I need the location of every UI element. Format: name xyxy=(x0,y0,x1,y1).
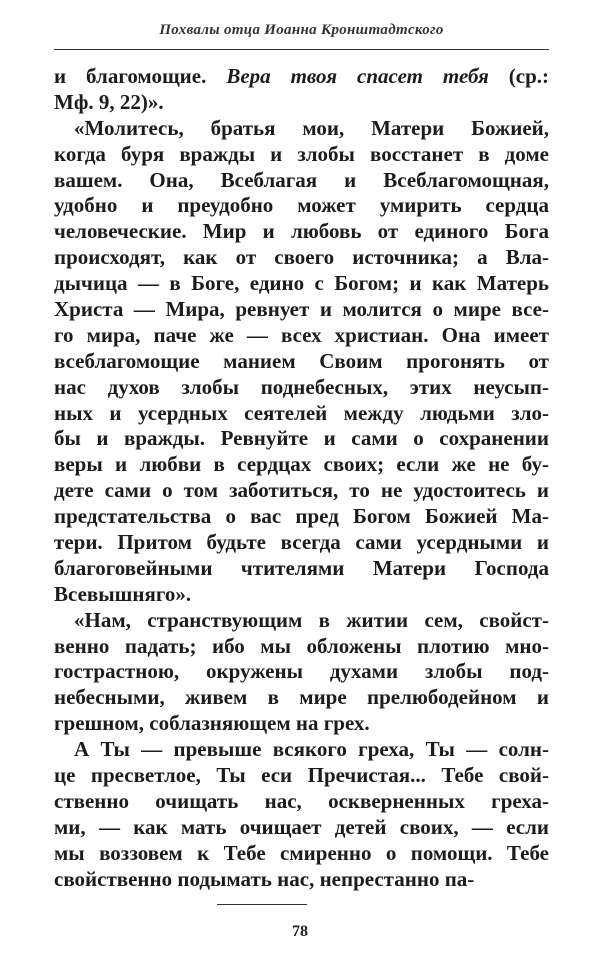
text-segment: и благомощие. xyxy=(54,64,227,88)
text-line: це пресветлое, Ты еси Пречистая... Тебе свой- xyxy=(54,763,549,788)
text-line: вашем. Она, Всеблагая и Всеблагомощная, xyxy=(54,167,549,192)
text-line: происходят, как от своего источника; а Вла- xyxy=(54,245,549,270)
text-line: венно падать; ибо мы обложены плотию мно- xyxy=(54,633,549,658)
text-line: «Нам, странствующим в житии сем, свойст- xyxy=(74,607,549,632)
text-line: всеблагомощие манием Своим прогонять от xyxy=(54,348,549,373)
text-line: удобно и преудобно может умирить сердца xyxy=(54,193,549,218)
page-number: 78 xyxy=(292,923,308,940)
paragraph xyxy=(54,116,549,608)
text-line: тери. Притом будьте всегда сами усердными и xyxy=(54,530,549,555)
text-line: дычица — в Боге, едино с Богом; и как Матерь xyxy=(54,271,549,296)
text-line: свойственно подымать нас, непрестанно па- xyxy=(54,866,475,891)
paragraph xyxy=(54,608,549,737)
text-line xyxy=(54,64,549,90)
text-line: бы и вражды. Ревнуйте и сами о сохранении xyxy=(54,426,549,451)
running-header: Похвалы отца Иоанна Кронштадтского xyxy=(159,22,444,38)
paragraph xyxy=(54,737,549,892)
text-segment: (ср.: xyxy=(488,64,549,88)
text-line: когда буря вражды и злобы восстанет в доме xyxy=(54,141,549,166)
text-line: ственно очищать нас, оскверненных греха- xyxy=(54,788,549,813)
header-rule xyxy=(54,49,549,50)
footer-rule xyxy=(217,904,307,905)
text-line: А Ты — превыше всякого греха, Ты — солн- xyxy=(74,737,549,762)
text-line: го мира, паче же — всех христиан. Она имеет xyxy=(54,322,549,347)
italic-quote: Вера твоя спасет тебя xyxy=(226,64,489,88)
text-line: «Молитесь, братья мои, Матери Божией, xyxy=(74,115,549,140)
paragraph xyxy=(54,64,549,116)
text-line: благоговейными чтителями Матери Господа xyxy=(54,555,549,580)
text-line: небесными, живем в мире прелюбодейном и xyxy=(54,685,549,710)
text-line: Мф. 9, 22)». xyxy=(54,89,164,114)
text-line: нас духов злобы поднебесных, этих неусып- xyxy=(54,374,549,399)
text-line: мы воззовем к Тебе смиренно о помощи. Тебе xyxy=(54,840,549,865)
text-line: предстательства о вас пред Богом Божией Ма- xyxy=(54,504,549,529)
text-line: грешном, соблазняющем на грех. xyxy=(54,711,370,736)
text-line: ми, — как мать очищает детей своих, — если xyxy=(54,814,549,839)
text-line: человеческие. Мир и любовь от единого Бога xyxy=(54,219,549,244)
text-line: Христа — Мира, ревнует и молится о мире все- xyxy=(54,297,549,322)
text-line: дете сами о том заботиться, то не удостоитесь и xyxy=(54,478,549,503)
text-line: ных и усердных сеятелей между людьми зло- xyxy=(54,400,549,425)
text-line: гострастною, окружены духами злобы под- xyxy=(54,659,549,684)
text-line: веры и любви в сердцах своих; если же не бу- xyxy=(54,452,549,477)
text-line: Всевышняго». xyxy=(54,581,192,606)
page-body-text xyxy=(54,64,549,893)
